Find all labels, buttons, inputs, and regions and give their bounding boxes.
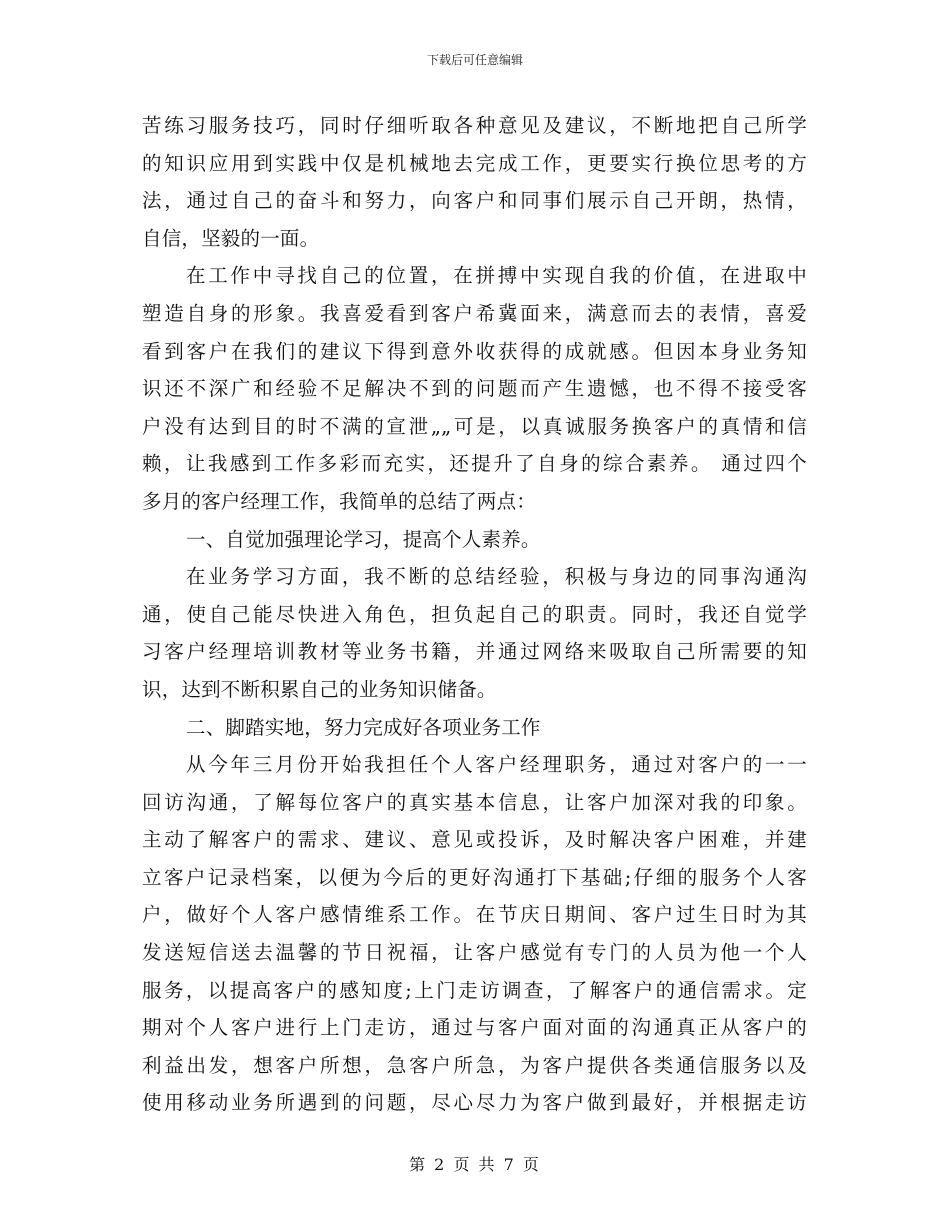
text-line: 回访沟通，了解每位客户的真实基本信息，让客户加深对我的印象。	[142, 790, 807, 814]
text-line: 户，做好个人客户感情维系工作。在节庆日期间、客户过生日时为其	[142, 903, 807, 927]
text-line: 通，使自己能尽快进入角色，担负起自己的职责。同时，我还自觉学	[142, 602, 807, 626]
page-header: 下载后可任意编辑	[426, 53, 523, 67]
text-line: 户没有达到目的时不满的宣泄„„可是，以真诚服务换客户的真情和信	[142, 414, 807, 438]
text-line: 立客户记录档案，以便为今后的更好沟通打下基础;仔细的服务个人客	[142, 865, 807, 889]
page-number: 第 2 页 共 7 页	[409, 1155, 541, 1174]
text-line: 赖，让我感到工作多彩而充实，还提升了自身的综合素养。 通过四个	[142, 452, 807, 476]
text-line: 从今年三月份开始我担任个人客户经理职务，通过对客户的一一	[186, 753, 807, 777]
text-line: 法，通过自己的奋斗和努力，向客户和同事们展示自己开朗，热情，	[142, 189, 807, 213]
section-heading: 一、自觉加强理论学习，提高个人素养。	[186, 527, 541, 551]
text-line: 使用移动业务所遇到的问题，尽心尽力为客户做到最好，并根据走访	[142, 1091, 807, 1115]
text-line: 习客户经理培训教材等业务书籍，并通过网络来吸取自己所需要的知	[142, 640, 807, 664]
text-line: 服务，以提高客户的感知度;上门走访调查，了解客户的通信需求。定	[142, 978, 807, 1002]
text-line: 主动了解客户的需求、建议、意见或投诉，及时解决客户困难，并建	[142, 828, 807, 852]
section-heading: 二、脚踏实地，努力完成好各项业务工作	[186, 715, 541, 739]
text-line: 在工作中寻找自己的位置，在拼搏中实现自我的价值，在进取中	[186, 264, 807, 288]
text-line: 识还不深广和经验不足解决不到的问题而产生遗憾，也不得不接受客	[142, 377, 807, 401]
text-line: 利益出发，想客户所想，急客户所急，为客户提供各类通信服务以及	[142, 1053, 807, 1077]
document-body	[142, 107, 807, 1122]
text-line: 苦练习服务技巧，同时仔细听取各种意见及建议，不断地把自己所学	[142, 114, 807, 137]
text-line: 看到客户在我们的建议下得到意外收获得的成就感。但因本身业务知	[142, 339, 807, 363]
text-line: 多月的客户经理工作，我简单的总结了两点：	[142, 489, 537, 513]
text-line: 自信，坚毅的一面。	[142, 226, 320, 250]
text-line: 的知识应用到实践中仅是机械地去完成工作，更要实行换位思考的方	[142, 151, 807, 175]
text-line: 发送短信送去温馨的节日祝福，让客户感觉有专门的人员为他一个人	[142, 941, 807, 965]
text-line: 塑造自身的形象。我喜爱看到客户希冀面来，满意而去的表情，喜爱	[142, 301, 807, 325]
text-line: 在业务学习方面，我不断的总结经验，积极与身边的同事沟通沟	[186, 565, 807, 589]
text-line: 识，达到不断积累自己的业务知识储备。	[142, 677, 497, 701]
text-line: 期对个人客户进行上门走访，通过与客户面对面的沟通真正从客户的	[142, 1016, 807, 1040]
